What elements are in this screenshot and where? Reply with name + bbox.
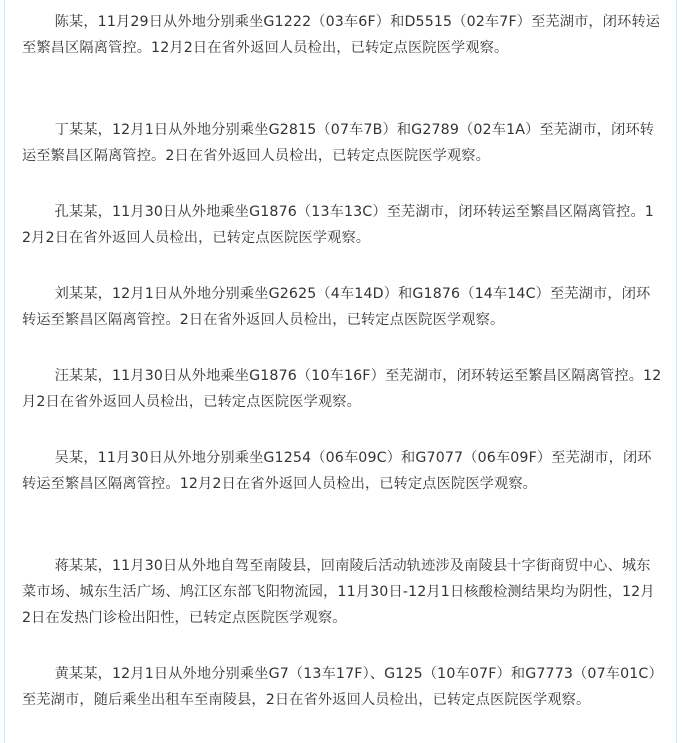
case-paragraph-7: 蒋某某，11月30日从外地自驾至南陵县，回南陵后活动轨迹涉及南陵县十字街商贸中心、城东菜市场、城东生活广场、鸠江区东部飞阳物流园，11月30日-12月1日核酸检测结果均为阴性，12月2日在发热门诊检出阳性，已转定点医院医学观察。: [22, 558, 655, 626]
case-paragraph-2: 丁某某，12月1日从外地分别乘坐G2815（07车7B）和G2789（02车1A）至芜湖市，闭环转运至繁昌区隔离管控。2日在省外返回人员检出，已转定点医院医学观察。: [22, 122, 655, 164]
case-paragraph-8: 黄某某，12月1日从外地分别乘坐G7（13车17F）、G125（10车07F）和G7773（07车01C）至芜湖市，随后乘坐出租车至南陵县，2日在省外返回人员检出，已转定点医院医学观察。: [22, 666, 656, 708]
case-paragraph-4: 刘某某，12月1日从外地分别乘坐G2625（4车14D）和G1876（14车14C）至芜湖市，闭环转运至繁昌区隔离管控。2日在省外返回人员检出，已转定点医院医学观察。: [22, 286, 651, 328]
case-paragraph-3: 孔某某，11月30日从外地乘坐G1876（13车13C）至芜湖市，闭环转运至繁昌区隔离管控。12月2日在省外返回人员检出，已转定点医院医学观察。: [22, 204, 654, 246]
case-paragraph-5: 汪某某，11月30日从外地乘坐G1876（10车16F）至芜湖市，闭环转运至繁昌区隔离管控。12月2日在省外返回人员检出，已转定点医院医学观察。: [22, 368, 662, 410]
case-paragraph-1: 陈某，11月29日从外地分别乘坐G1222（03车6F）和D5515（02车7F）至芜湖市，闭环转运至繁昌区隔离管控。12月2日在省外返回人员检出，已转定点医院医学观察。: [22, 14, 661, 56]
case-paragraph-6: 吴某，11月30日从外地分别乘坐G1254（06车09C）和G7077（06车09F）至芜湖市，闭环转运至繁昌区隔离管控。12月2日在省外返回人员检出，已转定点医院医学观察。: [22, 450, 652, 492]
